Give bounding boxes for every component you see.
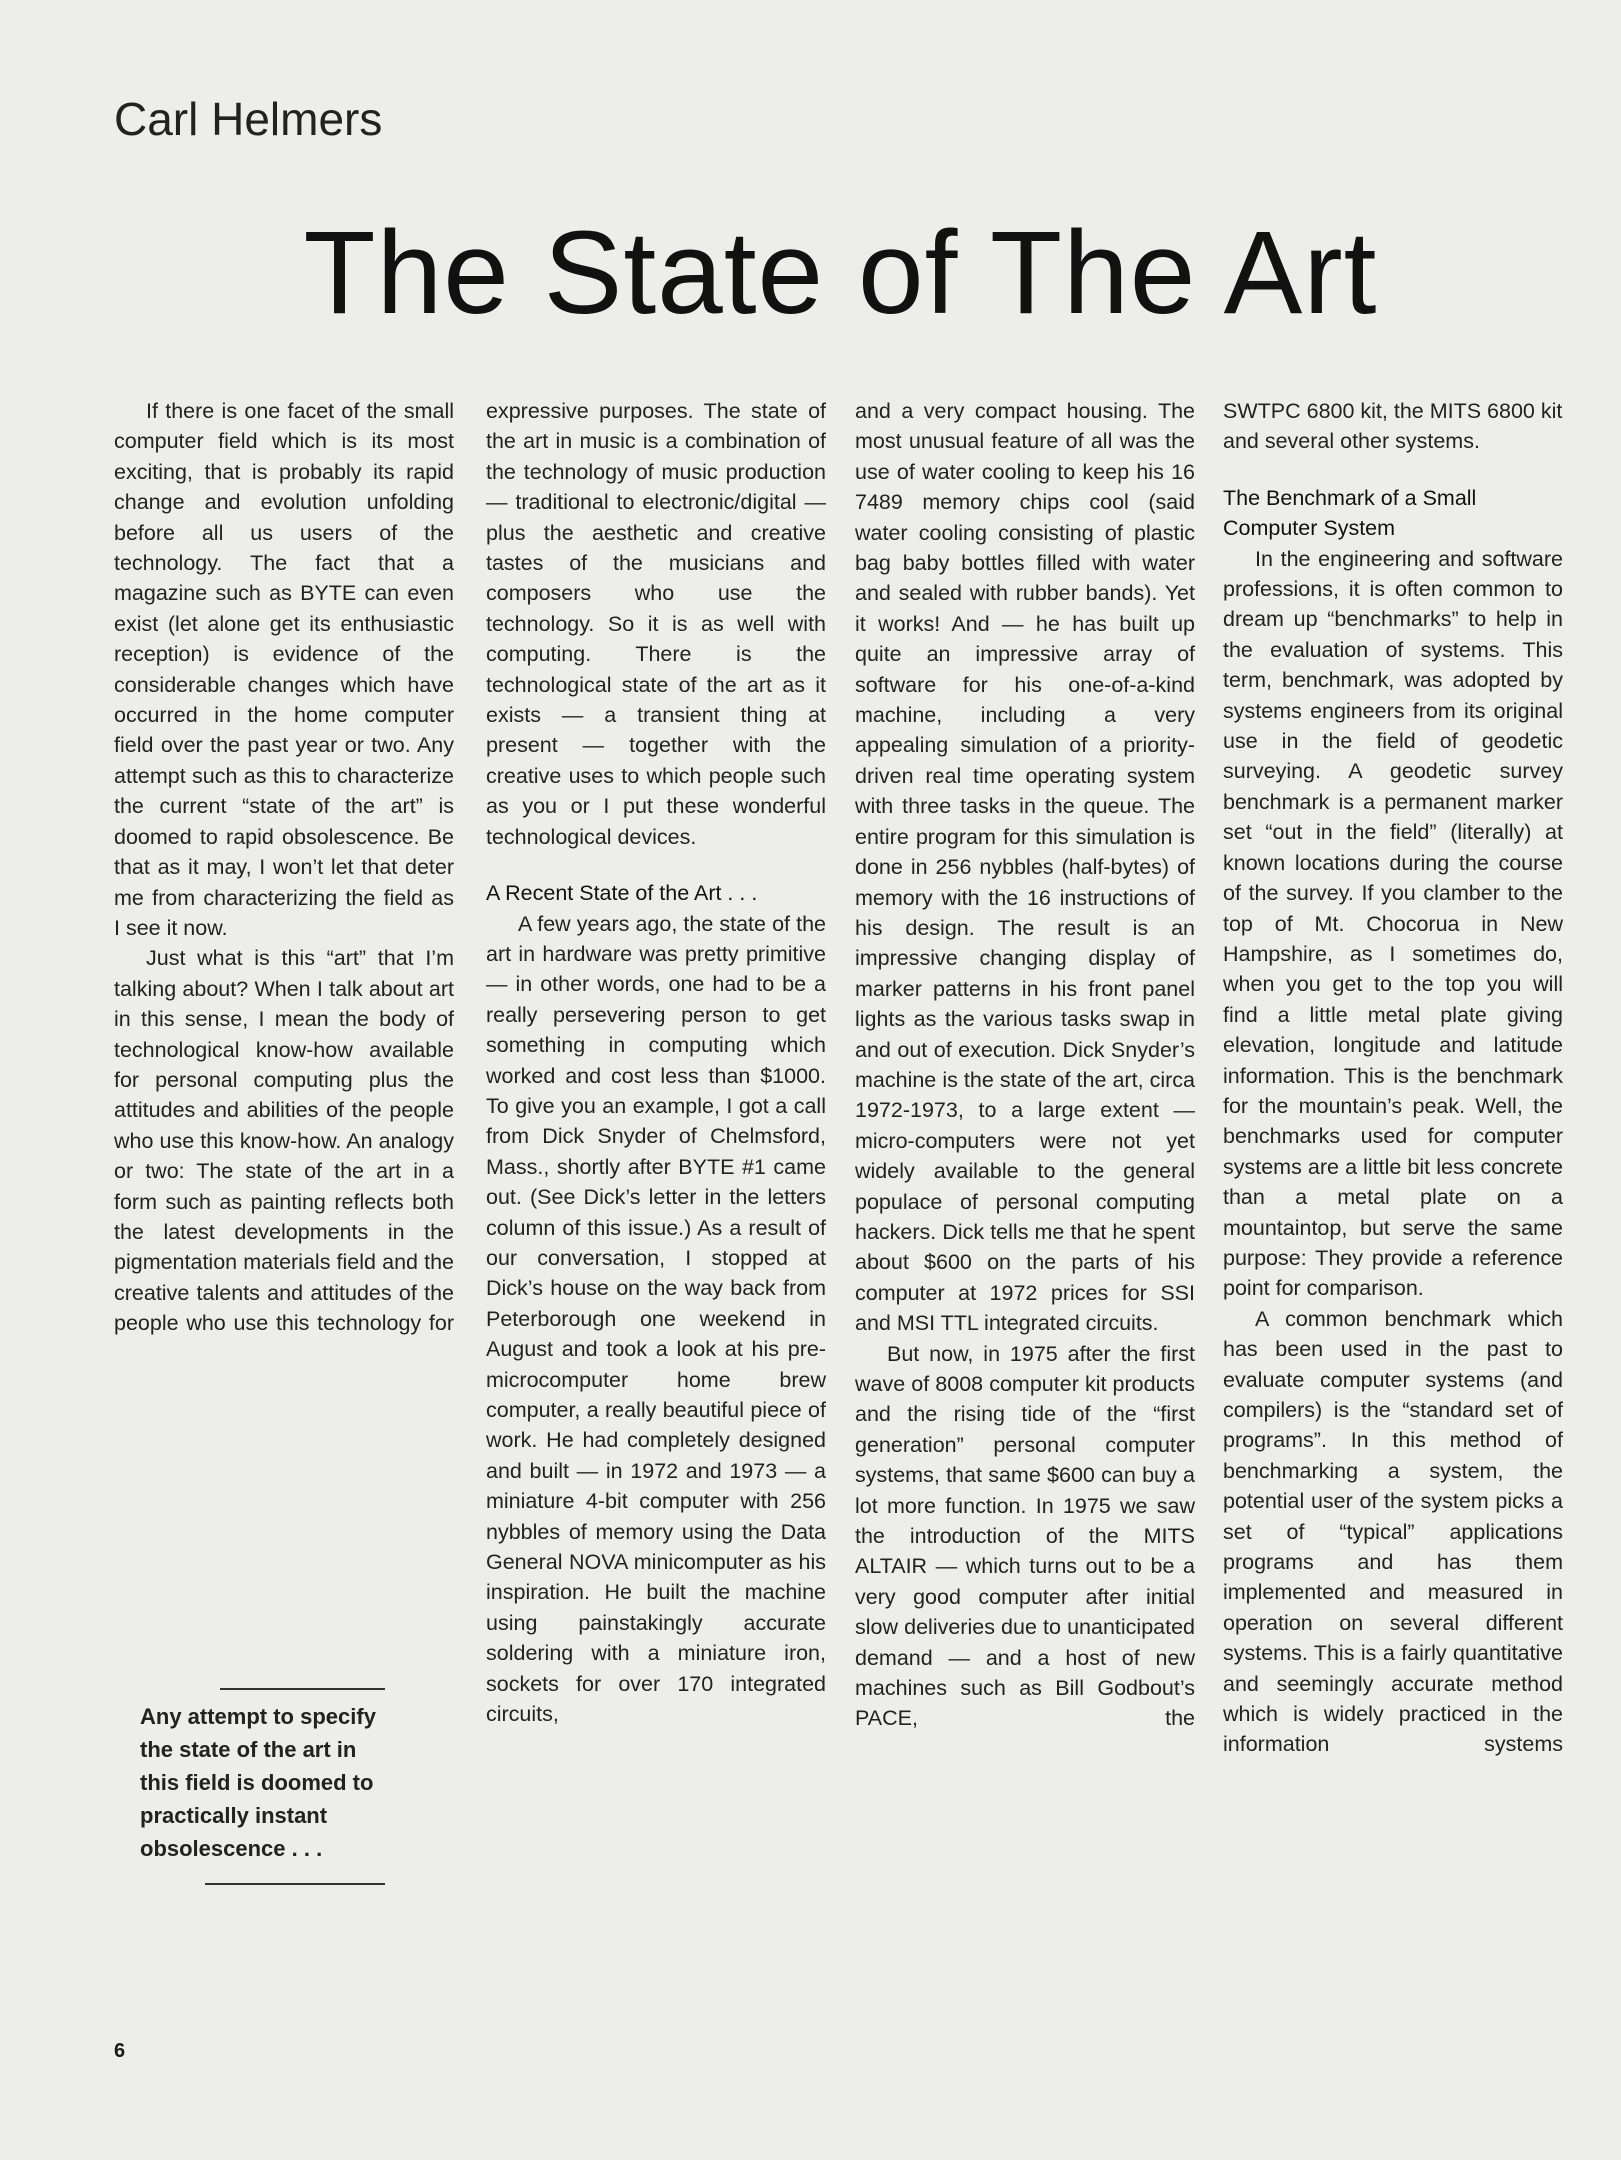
paragraph: and a very compact housing. The most unusual feature of all was the use of water cooling to keep his 16 7489 memory chips cool (said water cooling consisting of plastic bag baby bottles filled with water and sealed with rubber bands). Yet it works! And — he has built up quite an impressive array of software for his one-of-a-kind machine, including a very appealing simulation of a priority-driven real time operating system with three tasks in the queue. The entire program for this simulation is done in 256 nybbles (half-bytes) of memory with the 16 instructions of his design. The result is an impressive changing display of marker patterns in his front panel lights as the various tasks swap in and out of execution. Dick Snyder’s machine is the state of the art, circa 1972-1973, to a large extent — micro-computers were not yet widely available to the general populace of personal computing hackers. Dick tells me that he spent about $600 on the parts of his computer at 1972 prices for SSI and MSI TTL integrated circuits.	[855, 399, 1195, 1336]
paragraph: A few years ago, the state of the art in hardware was pretty primitive — in other words, one had to be a really persevering person to get something in computing which worked and cost less than $1000. To give you an example, I got a call from Dick Snyder of Chelmsford, Mass., shortly after BYTE #1 came out. (See Dick’s letter in the letters column of this issue.) As a result of our conversation, I stopped at Dick’s house on the way back from Peterborough one weekend in August and took a look at his pre-microcomputer home brew computer, a really beautiful piece of work. He had completely designed and built — in 1972 and 1973 — a miniature 4-bit computer with 256 nybbles of memory using the Data General NOVA minicomputer as his inspiration. He built the machine using painstakingly accurate soldering with a miniature iron, sockets for over 170 integrated circuits,	[486, 911, 826, 1727]
author-byline: Carl Helmers	[114, 93, 383, 145]
paragraph: In the engineering and software professions, it is often common to dream up “benchmarks” to help in the evaluation of systems. This term, benchmark, was adopted by systems engineers from its original use in the field of geodetic surveying. A geodetic survey benchmark is a permanent marker set “out in the field” (literally) at known locations during the course of the survey. If you clamber to the top of Mt. Chocorua in New Hampshire, as I sometimes do, when you get to the top you will find a little metal plate giving elevation, longitude and latitude information. This is the benchmark for the mountain’s peak. Well, the benchmarks used for computer systems are a little bit less concrete than a metal plate on a mountaintop, but serve the same purpose: They provide a reference point for comparison.	[1223, 546, 1563, 1301]
pull-quote-top-rule	[220, 1688, 385, 1690]
column-1	[114, 396, 454, 1339]
column-4	[1223, 396, 1563, 1760]
paragraph: If there is one facet of the small computer field which is its most exciting, that is probably its rapid change and evolution unfolding before all us users of the technology. The fact that a magazine such as BYTE can even exist (let alone get its enthusiastic reception) is evidence of the considerable changes which have occurred in the home computer field over the past year or two. Any attempt such as this to characterize the current “state of the art” is doomed to rapid obsolescence. Be that as it may, I won’t let that deter me from characterizing the field as I see it now.	[114, 399, 454, 940]
paragraph: But now, in 1975 after the first wave of 8008 computer kit products and the rising tide of the “first generation” personal computer systems, that same $600 can buy a lot more function. In 1975 we saw the introduction of the MITS ALTAIR — which turns out to be a very good computer after initial slow deliveries due to unanticipated demand — and a host of new machines such as Bill Godbout’s PACE, the	[855, 1341, 1195, 1731]
section-heading: A Recent State of the Art . . .	[486, 881, 758, 906]
page-number: 6	[114, 2040, 126, 2062]
pull-quote: Any attempt to specify the state of the art in this field is doomed to practically instant obsolescence . . .	[140, 1704, 376, 1861]
article-title: The State of The Art	[303, 207, 1378, 339]
column-2	[486, 396, 826, 1729]
section-heading: The Benchmark of a Small Computer System	[1223, 485, 1477, 541]
column-3	[855, 396, 1195, 1734]
paragraph: expressive purposes. The state of the art in music is a combination of the technology of music production — traditional to electronic/digital — plus the aesthetic and creative tastes of the musicians and composers who use the technology. So it is as well with computing. There is the technological state of the art as it exists — a transient thing at present — together with the creative uses to which people such as you or I put these wonderful technological devices.	[486, 399, 826, 849]
paragraph: Just what is this “art” that I’m talking about? When I talk about art in this sense, I mean the body of technological know-how available for personal computing plus the attitudes and abilities of the people who use this know-how. An analogy or two: The state of the art in a form such as painting reflects both the latest developments in the pigmentation materials field and the creative talents and attitudes of the people who use this technology for	[114, 946, 454, 1336]
paragraph: A common benchmark which has been used in the past to evaluate computer systems (and compilers) is the “standard set of programs”. In this method of benchmarking a system, the potential user of the system picks a set of “typical” applications programs and has them implemented and measured in operation on several different systems. This is a fairly quantitative and seemingly accurate method which is widely practiced in the information systems	[1223, 1306, 1563, 1757]
pull-quote-bottom-rule	[205, 1883, 385, 1885]
paragraph: SWTPC 6800 kit, the MITS 6800 kit and several other systems.	[1223, 399, 1563, 454]
